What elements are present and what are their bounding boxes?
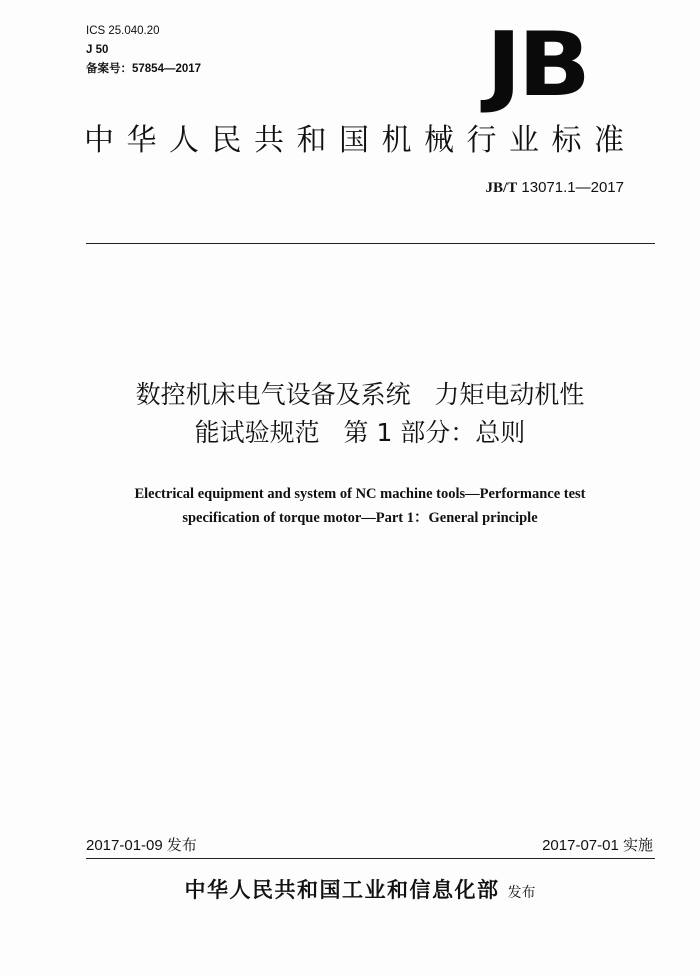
metadata-block <box>86 22 201 79</box>
chinese-title-line-2: 能试验规范 第 1 部分：总则 <box>194 418 526 447</box>
record-number: 备案号：57854—2017 <box>86 63 202 75</box>
issuing-organization: 中华人民共和国工业和信息化部 <box>184 878 500 902</box>
jb-logo: JB <box>486 12 587 117</box>
chinese-title-line-1: 数控机床电气设备及系统 力矩电动机性 <box>135 380 585 409</box>
english-title <box>60 482 660 530</box>
standard-number <box>486 178 624 198</box>
implementation-date: 2017-07-01 实施 <box>542 837 653 854</box>
classification-code: J 50 <box>86 44 109 56</box>
issue-date: 2017-01-09 发布 <box>86 837 197 854</box>
chinese-title <box>70 376 650 452</box>
footer-divider <box>86 858 655 859</box>
ics-code: ICS 25.040.20 <box>86 25 160 37</box>
standard-code: 13071.1—2017 <box>517 179 624 196</box>
issue-action: 发布 <box>507 885 536 901</box>
english-title-line-1: Electrical equipment and system of NC machine tools—Performance test <box>134 486 586 502</box>
issuer-line <box>120 872 600 911</box>
header-divider <box>86 243 655 244</box>
standard-authority-title: 中华人民共和国机械行业标准 <box>84 123 637 158</box>
standard-prefix: JB/T <box>485 180 518 196</box>
english-title-line-2: specification of torque motor—Part 1：General principle <box>182 510 538 526</box>
